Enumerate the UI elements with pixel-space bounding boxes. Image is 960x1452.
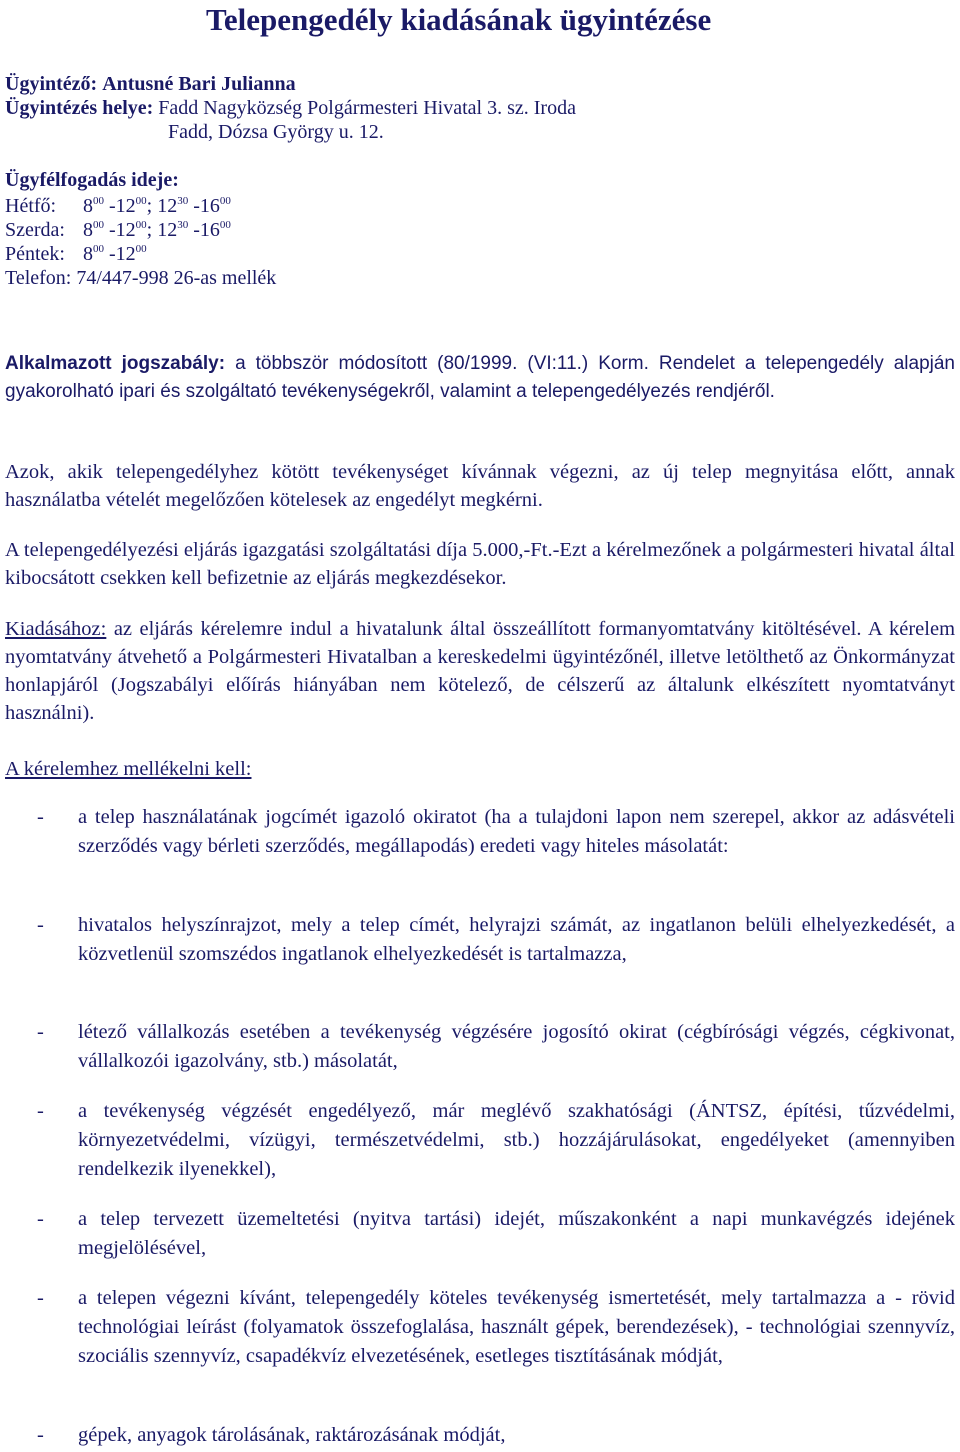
attachment-item: - hivatalos helyszínrajzot, mely a telep címét, helyrajzi számát, az ingatlanon belüli elhelyezkedését, a közvetlenül szomszédos ingatlanok elhelyezkedését is tartalmazza,: [37, 914, 955, 965]
attachment-item: - a telep használatának jogcímét igazoló okiratot (ha a tulajdoni lapon nem szerepel, akkor az adásvételi szerződés vagy bérleti szerződés, megállapodás) eredeti vagy hiteles másolatát:: [37, 806, 955, 857]
friday-label: Péntek:: [5, 243, 65, 265]
clerk-line: [5, 72, 296, 96]
paragraph-obligation: Azok, akik telepengedélyhez kötött tevékenységet kívánnak végezni, az új telep megnyitása előtt, annak használatba vételét megelőzően kötelesek az engedélyt megkérni.: [5, 461, 955, 511]
paragraph-issuance: [5, 615, 955, 727]
attachment-item: - létező vállalkozás esetében a tevékenység végzésére jogosító okirat (cégbírósági végzés, cégkivonat, vállalkozói igazolvány, stb.) másolatát,: [37, 1021, 955, 1072]
hours-monday: Hétfő: $8^{00}$ $-12^{00}$; $12^{30}$ $-16^{00}$: [5, 195, 231, 217]
location-value: Fadd Nagyközség Polgármesteri Hivatal 3. sz. Iroda: [158, 97, 576, 119]
monday-label: Hétfő:: [5, 195, 57, 217]
attachment-item: - a telep tervezett üzemeltetési (nyitva tartási) idejét, műszakonként a napi munkavégzés idejének megjelölésével,: [37, 1208, 955, 1259]
hours-friday: Péntek: $8^{00}$ $-12^{00}$: [5, 243, 147, 265]
phone-line: Telefon: 74/447-998 26-as mellék: [5, 267, 277, 289]
hours-wednesday: Szerda: $8^{00}$ $-12^{00}$; $12^{30}$ $-16^{00}$: [5, 219, 231, 241]
location-line: [5, 96, 576, 120]
applicable-law: [5, 350, 955, 406]
page-title: Telepengedély kiadásának ügyintézése: [206, 2, 712, 37]
office-hours-heading: Ügyfélfogadás ideje:: [5, 169, 179, 191]
attachment-item: - a tevékenység végzését engedélyező, már meglévő szakhatósági (ÁNTSZ, építési, tűzvédelmi, környezetvédelmi, vízügyi, természetvédelmi, stb.) hozzájárulásokat, engedélyeket (amennyiben rendelkezik ilyenekkel),: [37, 1100, 955, 1180]
clerk-label: Ügyintéző:: [5, 73, 98, 95]
wednesday-label: Szerda:: [5, 219, 65, 241]
attachments-heading: A kérelemhez mellékelni kell:: [5, 758, 252, 780]
attachment-item: - a telepen végezni kívánt, telepengedély köteles tevékenység ismertetését, mely tartalmazza a - rövid technológiai leírást (folyamatok összefoglalása, használt gépek, berendezések), - technológiai szennyvíz, szociális szennyvíz, csapadékvíz elvezetésének, esetleges tisztításának módját,: [37, 1287, 955, 1367]
law-text: a többször módosított (80/1999. (VI:11.) Korm. Rendelet a telepengedély alapján gyakorolható ipari és szolgáltató tevékenységekről, valamint a telepengedélyezés rendjéről.: [5, 353, 956, 402]
paragraph-fee: A telepengedélyezési eljárás igazgatási szolgáltatási díja 5.000,-Ft.-Ezt a kérelmezőnek a polgármesteri hivatal által kibocsátott csekken kell befizetnie az eljárás megkezdésekor.: [5, 539, 955, 589]
location-address: Fadd, Dózsa György u. 12.: [168, 121, 384, 143]
clerk-name: Antusné Bari Julianna: [102, 73, 296, 95]
attachment-item: - gépek, anyagok tárolásának, raktározásának módját,: [37, 1424, 506, 1446]
location-label: Ügyintézés helye:: [5, 97, 154, 119]
law-label: Alkalmazott jogszabály:: [5, 353, 226, 374]
issuance-text: az eljárás kérelemre indul a hivatalunk által összeállított formanyomtatvány kitöltésével. A kérelem nyomtatvány átvehető a Polgármesteri Hivatalban a kereskedelmi ügyintézőnél, illetve letölthető az Önkormányzat honlapjáról (Jogszabályi előírás hiányában nem kötelező, de célszerű az általunk elkészített nyomtatványt használni).: [5, 618, 956, 724]
issuance-label: Kiadásához:: [5, 618, 107, 640]
